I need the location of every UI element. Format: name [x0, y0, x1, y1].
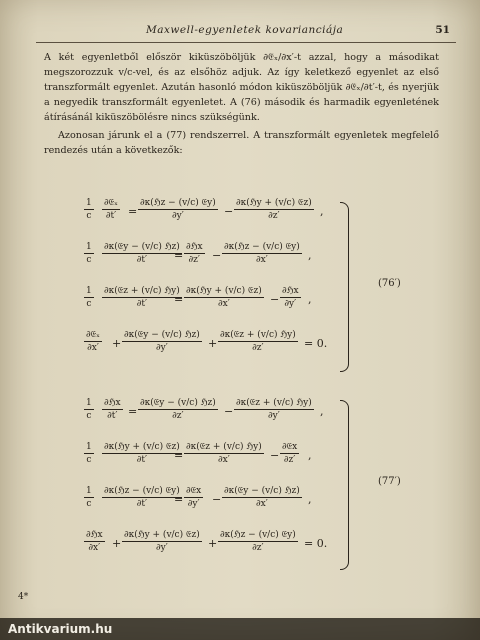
denominator: c — [86, 499, 92, 509]
lhs-fraction — [84, 530, 105, 553]
lhs-fraction — [84, 398, 94, 421]
equation-row — [84, 196, 334, 232]
numerator: ∂κ(𝔈z + (v/c) ℌy) — [104, 286, 180, 296]
equation-row — [84, 240, 334, 276]
denominator: c — [86, 211, 92, 221]
lhs-fraction — [84, 242, 94, 265]
denominator: ∂t′ — [136, 255, 148, 265]
numerator: ∂ℌx — [186, 242, 203, 252]
equation-tail: , — [308, 249, 312, 262]
denominator: ∂z′ — [268, 211, 280, 221]
denominator: ∂y′ — [155, 343, 168, 353]
denominator: ∂t′ — [105, 211, 117, 221]
page-number: 51 — [435, 24, 450, 36]
page-signature: 4* — [18, 592, 29, 602]
equation-tail: = 0. — [304, 337, 328, 350]
numerator: ∂𝔈ₓ — [86, 330, 100, 340]
equation-tail: , — [308, 293, 312, 306]
numerator: ∂κ(ℌz − (v/c) 𝔈y) — [220, 530, 296, 540]
lhs-derivative — [102, 442, 182, 465]
term-1 — [122, 530, 202, 553]
operator: = — [128, 405, 138, 418]
equation-label: (77′) — [378, 476, 401, 487]
numerator: 1 — [86, 398, 92, 408]
equation-row — [84, 440, 334, 476]
denominator: ∂x′ — [217, 299, 230, 309]
numerator: 1 — [86, 442, 92, 452]
operator: − — [224, 405, 234, 418]
term-1 — [184, 242, 205, 265]
lhs-fraction — [84, 486, 94, 509]
equation-row — [84, 284, 334, 320]
operator: = — [174, 449, 184, 462]
denominator: ∂y′ — [171, 211, 184, 221]
numerator: ∂κ(ℌy + (v/c) 𝔈z) — [124, 530, 200, 540]
right-brace — [340, 400, 349, 570]
operator: = — [128, 205, 138, 218]
paragraph-1: A két egyenletből először kiküszöböljük ∂𝔈ₓ/∂x′-t azzal, hogy a másodikat megszorozzuk v/c-vel, és az elsőhöz adjuk. Az így keletkező egyenlet az első transzformált egyenlet. Azután hasonló módon kiküszöböljük ∂𝔈ₓ/∂t′-t, és nyerjük a negyedik transzformált egyenletet. A (76) második és harmadik egyenletének átírásánál kiküszöbölésre nincs szükségünk. — [44, 52, 439, 123]
denominator: ∂x′ — [255, 255, 268, 265]
denominator: ∂y′ — [267, 411, 280, 421]
equation-label: (76′) — [378, 278, 401, 289]
operator: + — [208, 337, 218, 350]
term-1 — [184, 442, 264, 465]
numerator: ∂κ(ℌz − (v/c) 𝔈y) — [224, 242, 300, 252]
denominator: ∂z′ — [188, 255, 200, 265]
numerator: ∂κ(𝔈z + (v/c) ℌy) — [220, 330, 296, 340]
operator: = — [174, 293, 184, 306]
numerator: ∂κ(𝔈y − (v/c) ℌz) — [224, 486, 300, 496]
term-2 — [280, 442, 299, 465]
numerator: ∂κ(ℌz − (v/c) 𝔈y) — [104, 486, 180, 496]
paragraph-2: Azonosan járunk el a (77) rendszerrel. A transzformált egyenletek megfelelő rendezés után a következők: — [44, 130, 439, 156]
denominator: ∂t′ — [107, 411, 118, 421]
equation-row — [84, 528, 334, 564]
header-title: Maxwell-egyenletek kovarianciája — [146, 24, 344, 36]
operator: = — [174, 493, 184, 506]
denominator: ∂t′ — [136, 299, 148, 309]
equation-row — [84, 328, 334, 364]
equation-tail: , — [320, 205, 324, 218]
numerator: ∂κ(𝔈y − (v/c) ℌz) — [104, 242, 180, 252]
denominator: ∂x′ — [87, 343, 99, 353]
term-2 — [218, 330, 298, 353]
numerator: ∂ℌx — [282, 286, 299, 296]
numerator: ∂𝔈x — [186, 486, 202, 496]
operator: − — [270, 449, 280, 462]
numerator: ∂ℌx — [86, 530, 103, 540]
term-1 — [122, 330, 202, 353]
term-1 — [184, 286, 264, 309]
numerator: ∂κ(𝔈z + (v/c) ℌy) — [236, 398, 312, 408]
numerator: ∂𝔈ₓ — [104, 198, 118, 208]
operator: + — [112, 337, 122, 350]
lhs-fraction — [84, 442, 94, 465]
denominator: ∂x′ — [88, 543, 101, 553]
equation-row — [84, 396, 334, 432]
operator: − — [212, 249, 222, 262]
denominator: ∂y′ — [284, 299, 297, 309]
lhs-derivative — [102, 242, 182, 265]
term-1 — [184, 486, 203, 509]
denominator: ∂z′ — [283, 455, 296, 465]
operator: − — [212, 493, 222, 506]
numerator: ∂κ(𝔈y − (v/c) ℌz) — [124, 330, 200, 340]
denominator: ∂t′ — [136, 455, 148, 465]
numerator: 1 — [86, 286, 92, 296]
denominator: ∂y′ — [187, 499, 200, 509]
term-2 — [222, 242, 302, 265]
watermark: Antikvarium.hu — [0, 618, 480, 640]
denominator: ∂z′ — [252, 343, 264, 353]
denominator: c — [86, 299, 92, 309]
lhs-derivative — [102, 486, 182, 509]
equation-tail: , — [308, 449, 312, 462]
denominator: ∂z′ — [252, 543, 264, 553]
term-2 — [234, 398, 314, 421]
term-2 — [222, 486, 302, 509]
numerator: ∂ℌx — [104, 398, 121, 408]
numerator: ∂𝔈x — [282, 442, 298, 452]
lhs-fraction — [84, 330, 102, 353]
numerator: 1 — [86, 486, 92, 496]
numerator: 1 — [86, 198, 92, 208]
equation-tail: , — [308, 493, 312, 506]
numerator: ∂κ(𝔈z + (v/c) ℌy) — [186, 442, 262, 452]
term-2 — [218, 530, 298, 553]
term-1 — [138, 398, 218, 421]
lhs-fraction — [84, 286, 94, 309]
denominator: ∂t′ — [136, 499, 148, 509]
term-2 — [234, 198, 314, 221]
lhs-fraction — [84, 198, 94, 221]
lhs-derivative — [102, 198, 120, 221]
operator: = — [174, 249, 184, 262]
operator: + — [112, 537, 122, 550]
numerator: ∂κ(𝔈y − (v/c) ℌz) — [140, 398, 216, 408]
denominator: ∂x′ — [255, 499, 268, 509]
term-1 — [138, 198, 218, 221]
operator: − — [270, 293, 280, 306]
numerator: ∂κ(ℌy + (v/c) 𝔈z) — [104, 442, 180, 452]
equation-tail: = 0. — [304, 537, 328, 550]
lhs-derivative — [102, 286, 182, 309]
denominator: ∂y′ — [155, 543, 168, 553]
numerator: ∂κ(ℌy + (v/c) 𝔈z) — [236, 198, 312, 208]
operator: − — [224, 205, 234, 218]
numerator: ∂κ(ℌz − (v/c) 𝔈y) — [140, 198, 216, 208]
term-2 — [280, 286, 301, 309]
lhs-derivative — [102, 398, 123, 421]
numerator: 1 — [86, 242, 92, 252]
numerator: ∂κ(ℌy + (v/c) 𝔈z) — [186, 286, 262, 296]
equation-tail: , — [320, 405, 324, 418]
denominator: ∂z′ — [172, 411, 184, 421]
equation-row — [84, 484, 334, 520]
running-header — [36, 24, 456, 43]
right-brace — [340, 202, 349, 372]
denominator: ∂x′ — [217, 455, 230, 465]
denominator: c — [86, 255, 92, 265]
denominator: c — [86, 411, 92, 421]
operator: + — [208, 537, 218, 550]
denominator: c — [86, 455, 92, 465]
